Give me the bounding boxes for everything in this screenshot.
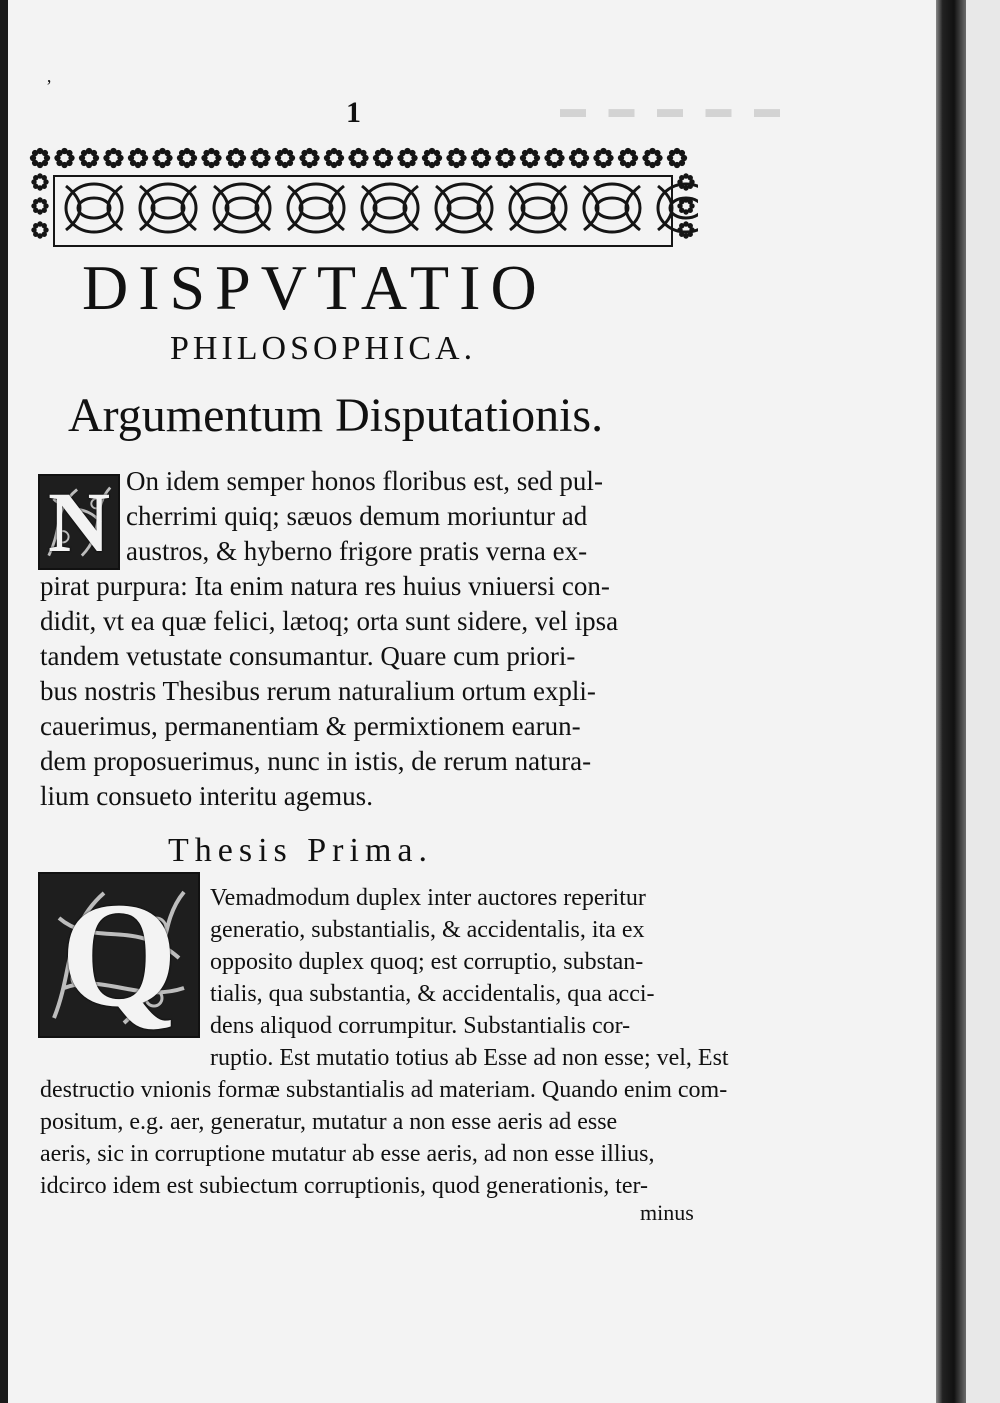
ornamental-headpiece <box>28 146 698 252</box>
thesis-line: positum, e.g. aer, generatur, mutatur a non esse aeris ad esse <box>40 1109 618 1135</box>
thesis-line: idcirco idem est subiectum corruptionis, quod generationis, ter- <box>40 1173 649 1199</box>
argument-line: On idem semper honos floribus est, sed pul- <box>126 466 603 496</box>
show-through-heading: ▬ ▬ ▬ ▬ ▬ <box>560 94 788 123</box>
thesis-line: Vemadmodum duplex inter auctores reperitur <box>210 885 646 911</box>
printer-mark: ʼ <box>46 76 52 96</box>
argument-line: tandem vetustate consumantur. Quare cum priori- <box>40 641 576 671</box>
thesis-line: opposito duplex quoq; est corruptio, substan- <box>210 949 644 975</box>
thesis-line: generatio, substantialis, & accidentalis, ita ex <box>210 917 645 943</box>
argument-line: pirat purpura: Ita enim natura res huius vniuersi con- <box>40 571 610 601</box>
argument-line: cherrimi quiq; sæuos demum moriuntur ad <box>126 501 588 531</box>
argument-line: didit, vt ea quæ felici, lætoq; orta sunt sidere, vel ipsa <box>40 606 619 636</box>
title-philosophica: PHILOSOPHICA. <box>170 330 477 367</box>
drop-cap-letter: Q <box>60 872 178 1038</box>
page-number: 1 <box>346 96 361 129</box>
catchword: minus <box>640 1200 694 1225</box>
right-margin <box>966 0 1000 1403</box>
thesis-heading: Thesis Prima. <box>168 832 433 869</box>
argument-line: dem proposuerimus, nunc in istis, de rerum natura- <box>40 746 592 776</box>
thesis-line: destructio vnionis formæ substantialis ad materiam. Quando enim com- <box>40 1077 728 1103</box>
drop-cap-letter: N <box>47 474 111 570</box>
argument-line: bus nostris Thesibus rerum naturalium ortum expli- <box>40 676 596 706</box>
argument-line: lium consueto interitu agemus. <box>40 781 373 811</box>
thesis-line: ruptio. Est mutatio totius ab Esse ad non esse; vel, Est <box>210 1045 729 1071</box>
argument-line: cauerimus, permanentiam & permixtionem earun- <box>40 711 581 741</box>
left-page-edge <box>0 0 8 1403</box>
title-disputatio: DISPVTATIO <box>82 252 547 323</box>
thesis-line: tialis, qua substantia, & accidentalis, qua acci- <box>210 981 655 1007</box>
argument-line: austros, & hyberno frigore pratis verna ex- <box>126 536 588 566</box>
thesis-line: dens aliquod corrumpitur. Substantialis cor- <box>210 1013 631 1039</box>
book-spine-shadow <box>936 0 966 1403</box>
drop-cap-q <box>38 872 200 1038</box>
argument-heading: Argumentum Disputationis. <box>68 389 604 442</box>
thesis-line: aeris, sic in corruptione mutatur ab esse aeris, ad non esse illius, <box>40 1141 655 1167</box>
drop-cap-n <box>38 474 120 570</box>
